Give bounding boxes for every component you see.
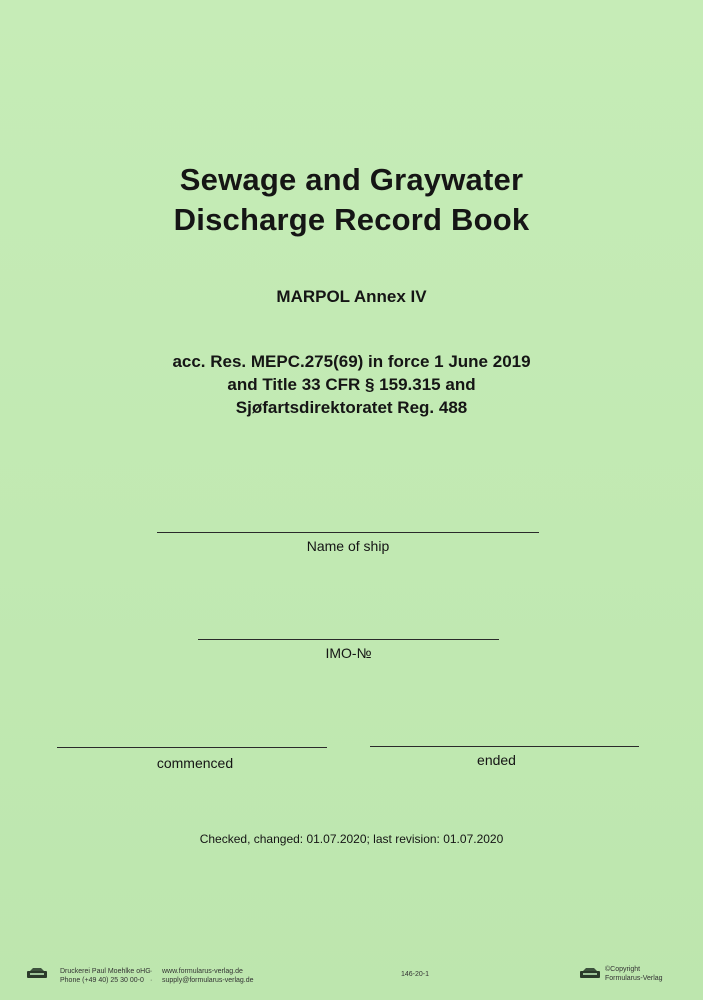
title-line-2: Discharge Record Book [173, 202, 530, 237]
printer-name: Druckerei Paul Moehlke oHG [60, 968, 151, 975]
printer-info [60, 967, 151, 985]
regulation-line-3: Sjøfartsdirektoratet Reg. 488 [235, 398, 468, 417]
regulation-line-2: and Title 33 CFR § 159.315 and [227, 375, 476, 394]
commenced-date-line[interactable] [57, 747, 327, 748]
commenced-label: commenced [156, 755, 234, 771]
copyright-info [605, 965, 663, 983]
imo-number-line[interactable] [198, 639, 499, 640]
copyright-label: ©Copyright [605, 966, 641, 973]
separator-dots: · · [150, 968, 153, 984]
website-link[interactable]: www.formularus-verlag.de [162, 968, 243, 975]
ship-name-line[interactable] [157, 532, 539, 533]
form-number: 146-20-1 [400, 971, 430, 978]
imo-number-label: IMO-№ [325, 645, 372, 661]
document-title [0, 160, 703, 240]
publisher-logo-icon [579, 967, 601, 979]
ended-date-line[interactable] [370, 746, 639, 747]
title-line-1: Sewage and Graywater [179, 162, 524, 197]
publisher-contact [162, 967, 254, 985]
regulations-block [0, 350, 703, 419]
regulation-line-1: acc. Res. MEPC.275(69) in force 1 June 2019 [172, 352, 531, 371]
printer-phone: Phone (+49 40) 25 30 00-0 [60, 977, 144, 984]
publisher-name: Formularus-Verlag [605, 975, 663, 982]
printer-logo-icon [26, 967, 48, 979]
ship-name-label: Name of ship [306, 538, 390, 554]
ended-label: ended [477, 752, 516, 768]
document-subtitle: MARPOL Annex IV [276, 287, 427, 306]
email-link[interactable]: supply@formularus-verlag.de [162, 977, 254, 984]
revision-info: Checked, changed: 01.07.2020; last revision: 01.07.2020 [199, 832, 504, 846]
